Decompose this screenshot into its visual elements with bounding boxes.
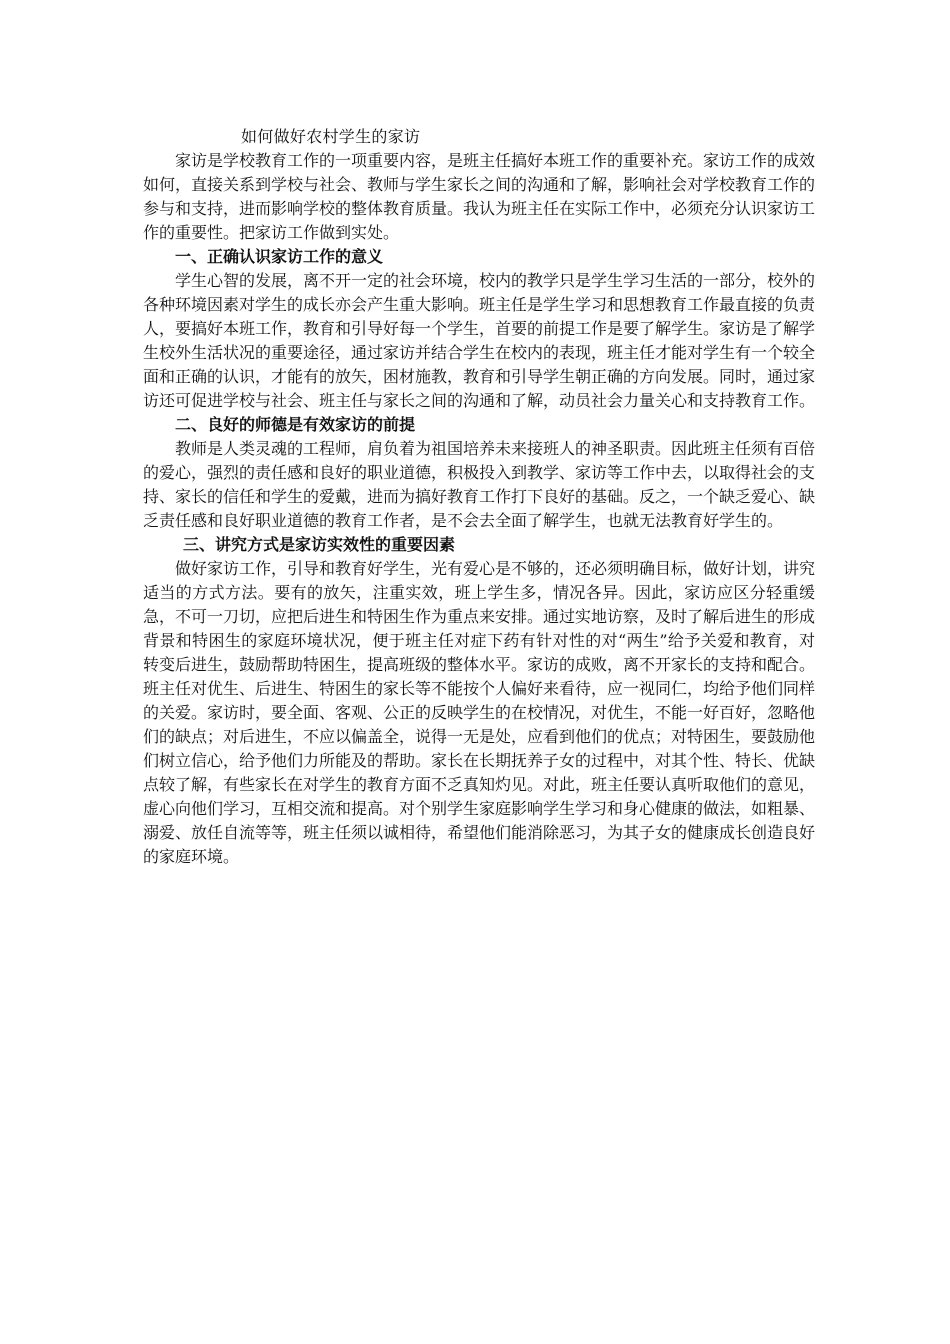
intro-paragraph: 家访是学校教育工作的一项重要内容，是班主任搞好本班工作的重要补充。家访工作的成效如何，直接关系到学校与社会、教师与学生家长之间的沟通和了解，影响社会对学校教育工作的参与和支持，进而影响学校的整体教育质量。我认为班主任在实际工作中，必须充分认识家访工作的重要性。把家访工作做到实处。 bbox=[143, 151, 816, 242]
document-page bbox=[143, 125, 815, 869]
section-3-body: 做好家访工作，引导和教育好学生，光有爱心是不够的，还必须明确目标，做好计划，讲究适当的方式方法。要有的放矢，注重实效，班上学生多，情况各异。因此，家访应区分轻重缓急，不可一刀切，应把后进生和特困生作为重点来安排。通过实地访察，及时了解后进生的形成背景和特困生的家庭环境状况，便于班主任对症下药有针对性的对“两生”给予关爱和教育，对转变后进生，鼓励帮助特困生，提高班级的整体水平。家访的成败，离不开家长的支持和配合。班主任对优生、后进生、特困生的家长等不能按个人偏好来看待，应一视同仁，均给予他们同样的关爱。家访时，要全面、客观、公正的反映学生的在校情况，对优生，不能一好百好，忽略他们的缺点；对后进生，不应以偏盖全，说得一无是处，应看到他们的优点；对特困生，要鼓励他们树立信心，给予他们力所能及的帮助。家长在长期抚养子女的过程中，对其个性、特长、优缺点较了解，有些家长在对学生的教育方面不乏真知灼见。对此，班主任要认真听取他们的意见，虚心向他们学习，互相交流和提高。对个别学生家庭影响学生学习和身心健康的做法，如粗暴、溺爱、放任自流等等，班主任须以诚相待，希望他们能消除恶习，为其子女的健康成长创造良好的家庭环境。 bbox=[143, 559, 816, 866]
section-3-heading: 三、讲究方式是家访实效性的重要因素 bbox=[183, 535, 456, 554]
section-1-body: 学生心智的发展，离不开一定的社会环境，校内的教学只是学生学习生活的一部分，校外的各种环境因素对学生的成长亦会产生重大影响。班主任是学生学习和思想教育工作最直接的负责人，要搞好本班工作，教育和引导好每一个学生，首要的前提工作是要了解学生。家访是了解学生校外生活状况的重要途径，通过家访并结合学生在校内的表现，班主任才能对学生有一个较全面和正确的认识，才能有的放矢，困材施教，教育和引导学生朝正确的方向发展。同时，通过家访还可促进学校与社会、班主任与家长之间的沟通和了解，动员社会力量关心和支持教育工作。 bbox=[143, 271, 816, 410]
section-2-body: 教师是人类灵魂的工程师，肩负着为祖国培养未来接班人的神圣职责。因此班主任须有百倍的爱心，强烈的责任感和良好的职业道德，积极投入到教学、家访等工作中去，以取得社会的支持、家长的信任和学生的爱戴，进而为搞好教育工作打下良好的基础。反之，一个缺乏爱心、缺乏责任感和良好职业道德的教育工作者，是不会去全面了解学生，也就无法教育好学生的。 bbox=[143, 439, 816, 530]
document-title: 如何做好农村学生的家访 bbox=[241, 127, 421, 146]
section-1-heading: 一、正确认识家访工作的意义 bbox=[175, 247, 384, 266]
section-2-heading: 二、良好的师德是有效家访的前提 bbox=[175, 415, 416, 434]
